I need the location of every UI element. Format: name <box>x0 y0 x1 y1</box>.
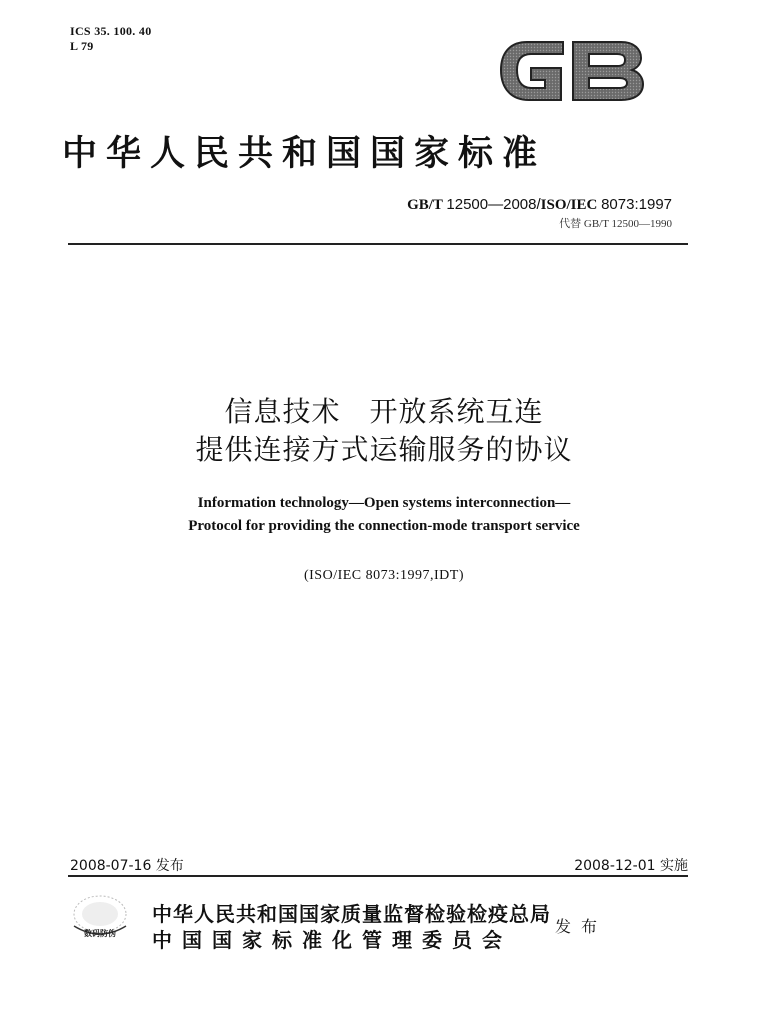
gb-logo <box>497 34 647 106</box>
title-zh-line2: 提供连接方式运输服务的协议 <box>195 433 573 466</box>
code-iso-number: 8073:1997 <box>601 196 672 213</box>
ccs-code: L 79 <box>70 39 94 53</box>
classification-codes <box>70 24 152 54</box>
anti-counterfeit-seal <box>64 892 136 944</box>
gb-logo-g <box>501 42 563 100</box>
standard-title: 中华人民共和国国家标准 <box>62 133 547 174</box>
ics-code: ICS 35. 100. 40 <box>70 24 152 38</box>
title-en-line2: Protocol for providing the connection-mode transport service <box>188 518 580 534</box>
adoption-note: (ISO/IEC 8073:1997,IDT) <box>303 568 465 583</box>
replaces-note: 代替 GB/T 12500—1990 <box>559 218 672 230</box>
standard-code <box>300 196 672 214</box>
bottom-divider <box>68 875 688 877</box>
code-prefix: GB/T <box>407 197 443 213</box>
publisher-org-1: 中华人民共和国国家质量监督检验检疫总局 <box>152 902 551 926</box>
publish-action: 发布 <box>555 917 608 936</box>
top-divider <box>68 243 688 245</box>
seal-text: 数码防伪 <box>84 929 116 938</box>
title-en-line1: Information technology—Open systems interconnection— <box>197 495 571 511</box>
code-iso: ISO/IEC <box>540 197 598 213</box>
code-number: 12500—2008/ <box>446 196 541 213</box>
effective-date: 2008-12-01 实施 <box>574 858 688 874</box>
issue-date: 2008-07-16 发布 <box>70 858 184 874</box>
publisher-org-2: 中国国家标准化管理委员会 <box>152 928 512 952</box>
title-zh-line1: 信息技术 开放系统互连 <box>224 395 544 428</box>
gb-logo-b <box>573 42 643 100</box>
